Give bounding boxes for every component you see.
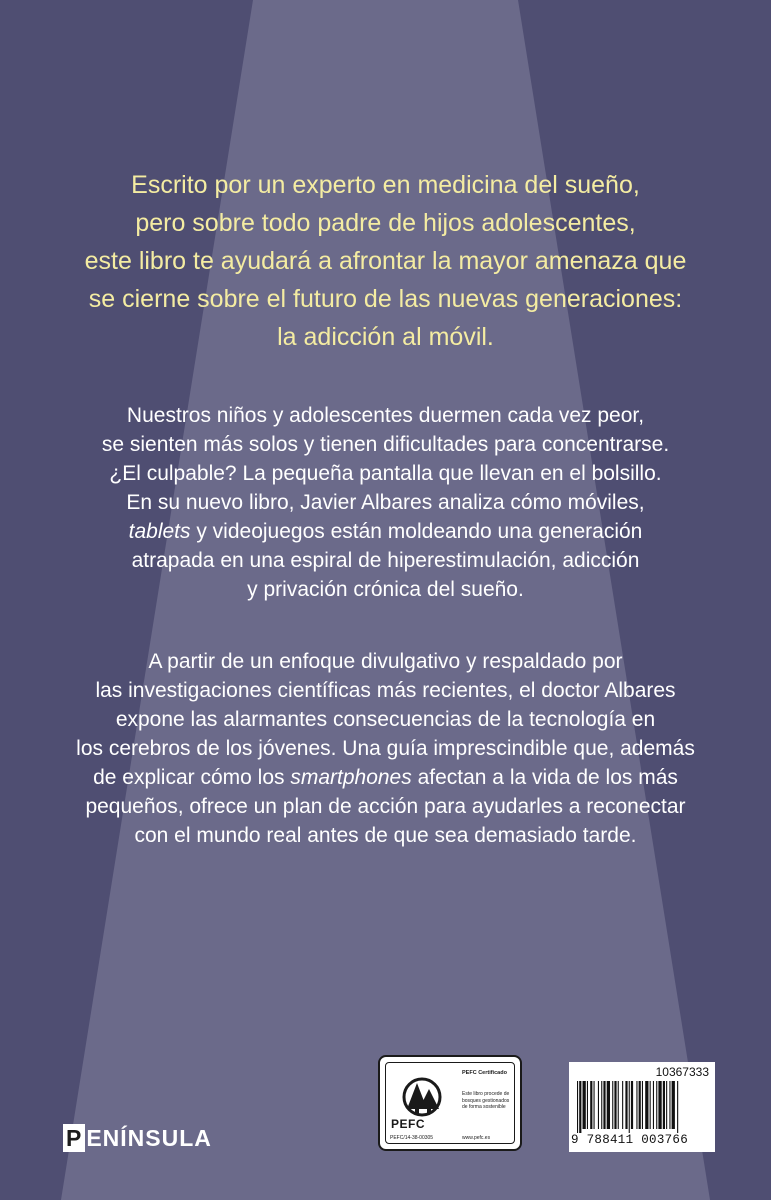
barcode-bar [625,1081,627,1129]
pefc-certified-label: PEFC Certificado [462,1070,507,1076]
paragraph-line: y privación crónica del sueño. [247,578,524,601]
synopsis-paragraph-1 [20,401,751,604]
synopsis-paragraph-2 [20,647,751,850]
barcode-bar [653,1081,654,1129]
headline-line: la adicción al móvil. [277,323,494,351]
barcode-bar [642,1081,643,1129]
isbn-number: 9 788411 003766 [571,1133,689,1147]
barcode-bar [663,1081,665,1129]
barcode-bar [677,1081,678,1133]
headline-line: se cierne sobre el futuro de las nuevas generaciones: [88,285,683,313]
barcode-bar [579,1081,581,1133]
paragraph-line: pequeños, ofrece un plan de acción para ayudarles a reconectar [85,795,686,818]
barcode-bar [639,1081,641,1129]
barcode-bar [622,1081,623,1129]
headline-line: Escrito por un experto en medicina del sueño, [131,171,640,199]
barcode-bar [669,1081,670,1129]
paragraph-line: los cerebros de los jóvenes. Una guía imprescindible que, además [76,737,695,760]
logo-first-letter: P [63,1124,85,1152]
paragraph-line [20,763,751,792]
barcode-bar [594,1081,595,1129]
headline-line: este libro te ayudará a afrontar la mayor amenaza que [84,247,687,275]
barcode-bar [656,1081,657,1129]
pefc-code: PEFC/14-38-00305 [390,1135,434,1141]
paragraph-line: las investigaciones científicas más recientes, el doctor Albares [95,679,676,702]
logo-rest: ENÍNSULA [86,1125,212,1151]
barcode-bar [601,1081,602,1129]
barcode-bar [598,1081,599,1129]
barcode-bar [636,1081,637,1129]
barcode-bar [614,1081,616,1129]
paragraph-text: afectan a la vida de los más [411,766,678,789]
pefc-note: Este libro procede de bosques gestionados de forma sostenible [462,1091,510,1110]
pefc-certification-badge [378,1055,522,1151]
barcode-bar [645,1081,648,1129]
paragraph-line: atrapada en una espiral de hiperestimulación, adicción [131,549,640,572]
paragraph-line: expone las alarmantes consecuencias de la tecnología en [115,708,656,731]
pefc-tree-icon [393,1077,451,1117]
publisher-logo [63,1124,212,1152]
barcode-bar [607,1081,610,1129]
barcode-bar [650,1081,651,1129]
barcode-bar [629,1081,630,1133]
paragraph-line: se sienten más solos y tienen dificultades para concentrarse. [101,433,670,456]
pefc-inner-frame [385,1062,515,1144]
internal-code: 10367333 [655,1065,709,1079]
barcode-bar [658,1081,661,1129]
barcode-bar [666,1081,667,1129]
paragraph-line [20,517,751,546]
italic-term: smartphones [290,766,412,789]
italic-term: tablets [128,520,191,543]
barcode-bars [577,1081,707,1133]
barcode-bar [631,1081,633,1129]
paragraph-line: A partir de un enfoque divulgativo y respaldado por [148,650,623,673]
barcode-bar [603,1081,605,1129]
barcode-bar [587,1081,588,1129]
barcode-bar [583,1081,586,1129]
headline-line: pero sobre todo padre de hijos adolescentes, [135,209,636,237]
barcode-panel [569,1062,715,1152]
pefc-website: www.pefc.es [462,1135,491,1141]
barcode-bar [590,1081,592,1129]
barcode-bar [618,1081,619,1129]
paragraph-line: Nuestros niños y adolescentes duermen cada vez peor, [126,404,645,427]
paragraph-text: de explicar cómo los [93,766,291,789]
headline-block [20,166,751,356]
pefc-wordmark: PEFC [391,1117,426,1131]
paragraph-line: ¿El culpable? La pequeña pantalla que llevan en el bolsillo. [109,462,662,485]
paragraph-text: y videojuegos están moldeando una generación [190,520,643,543]
barcode-bar [672,1081,675,1129]
paragraph-line: En su nuevo libro, Javier Albares analiza cómo móviles, [126,491,645,514]
barcode-bar [612,1081,613,1129]
barcode-bar [577,1081,578,1133]
paragraph-line: con el mundo real antes de que sea demasiado tarde. [134,824,637,847]
